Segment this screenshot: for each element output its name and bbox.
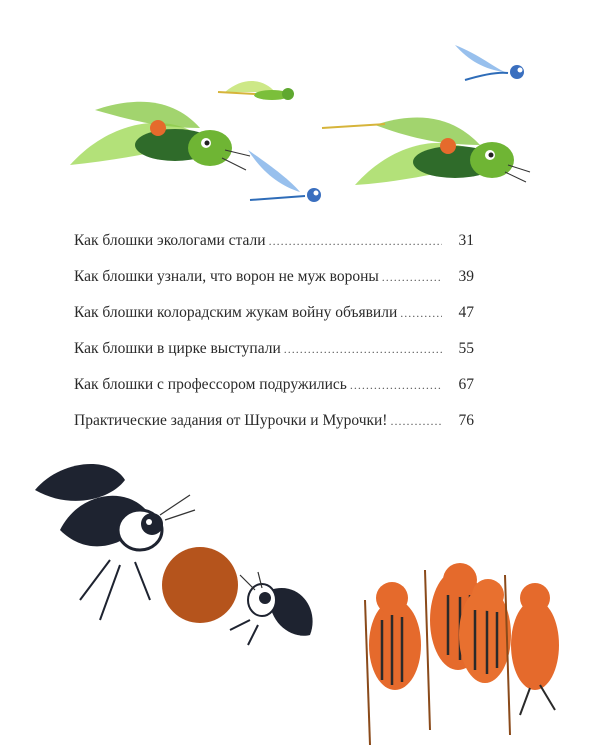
toc-entry[interactable] bbox=[74, 340, 474, 376]
toc-entry-title: Как блошки экологами стали bbox=[74, 232, 266, 249]
beetles-illustration bbox=[0, 450, 600, 750]
dragonfly-top-right bbox=[455, 45, 524, 80]
toc-dot-leader bbox=[400, 306, 442, 321]
toc-entry-title: Как блошки в цирке выступали bbox=[74, 340, 281, 357]
toc-dot-leader bbox=[350, 378, 442, 393]
grasshopper-small bbox=[218, 81, 294, 100]
toc-entry-page: 47 bbox=[458, 304, 474, 321]
toc-entry[interactable] bbox=[74, 268, 474, 304]
toc-entry-title: Практические задания от Шурочки и Мурочки! bbox=[74, 412, 388, 429]
dragonfly-bottom bbox=[248, 150, 321, 202]
table-of-contents bbox=[74, 232, 474, 448]
toc-entry-page: 67 bbox=[458, 376, 474, 393]
toc-entry-page: 76 bbox=[458, 412, 474, 429]
toc-entry[interactable] bbox=[74, 412, 474, 448]
toc-dot-leader bbox=[390, 414, 442, 429]
grasshopper-right bbox=[322, 118, 530, 185]
toc-entry-title: Как блошки узнали, что ворон не муж вороны bbox=[74, 268, 379, 285]
dung-beetle-small bbox=[230, 572, 313, 645]
grasshopper-left bbox=[70, 102, 250, 170]
toc-entry[interactable] bbox=[74, 376, 474, 412]
toc-entry-title: Как блошки колорадским жукам войну объявили bbox=[74, 304, 398, 321]
toc-entry-page: 31 bbox=[458, 232, 474, 249]
toc-dot-leader bbox=[284, 342, 442, 357]
toc-dot-leader bbox=[382, 270, 442, 285]
toc-entry-page: 55 bbox=[458, 340, 474, 357]
dung-ball bbox=[162, 547, 238, 623]
toc-dot-leader bbox=[269, 234, 442, 249]
toc-entry[interactable] bbox=[74, 304, 474, 340]
toc-entry-page: 39 bbox=[458, 268, 474, 285]
toc-entry-title: Как блошки с профессором подружились bbox=[74, 376, 347, 393]
toc-entry[interactable] bbox=[74, 232, 474, 268]
grasshoppers-dragonflies-illustration bbox=[0, 0, 600, 220]
colorado-beetles-group bbox=[365, 563, 559, 745]
